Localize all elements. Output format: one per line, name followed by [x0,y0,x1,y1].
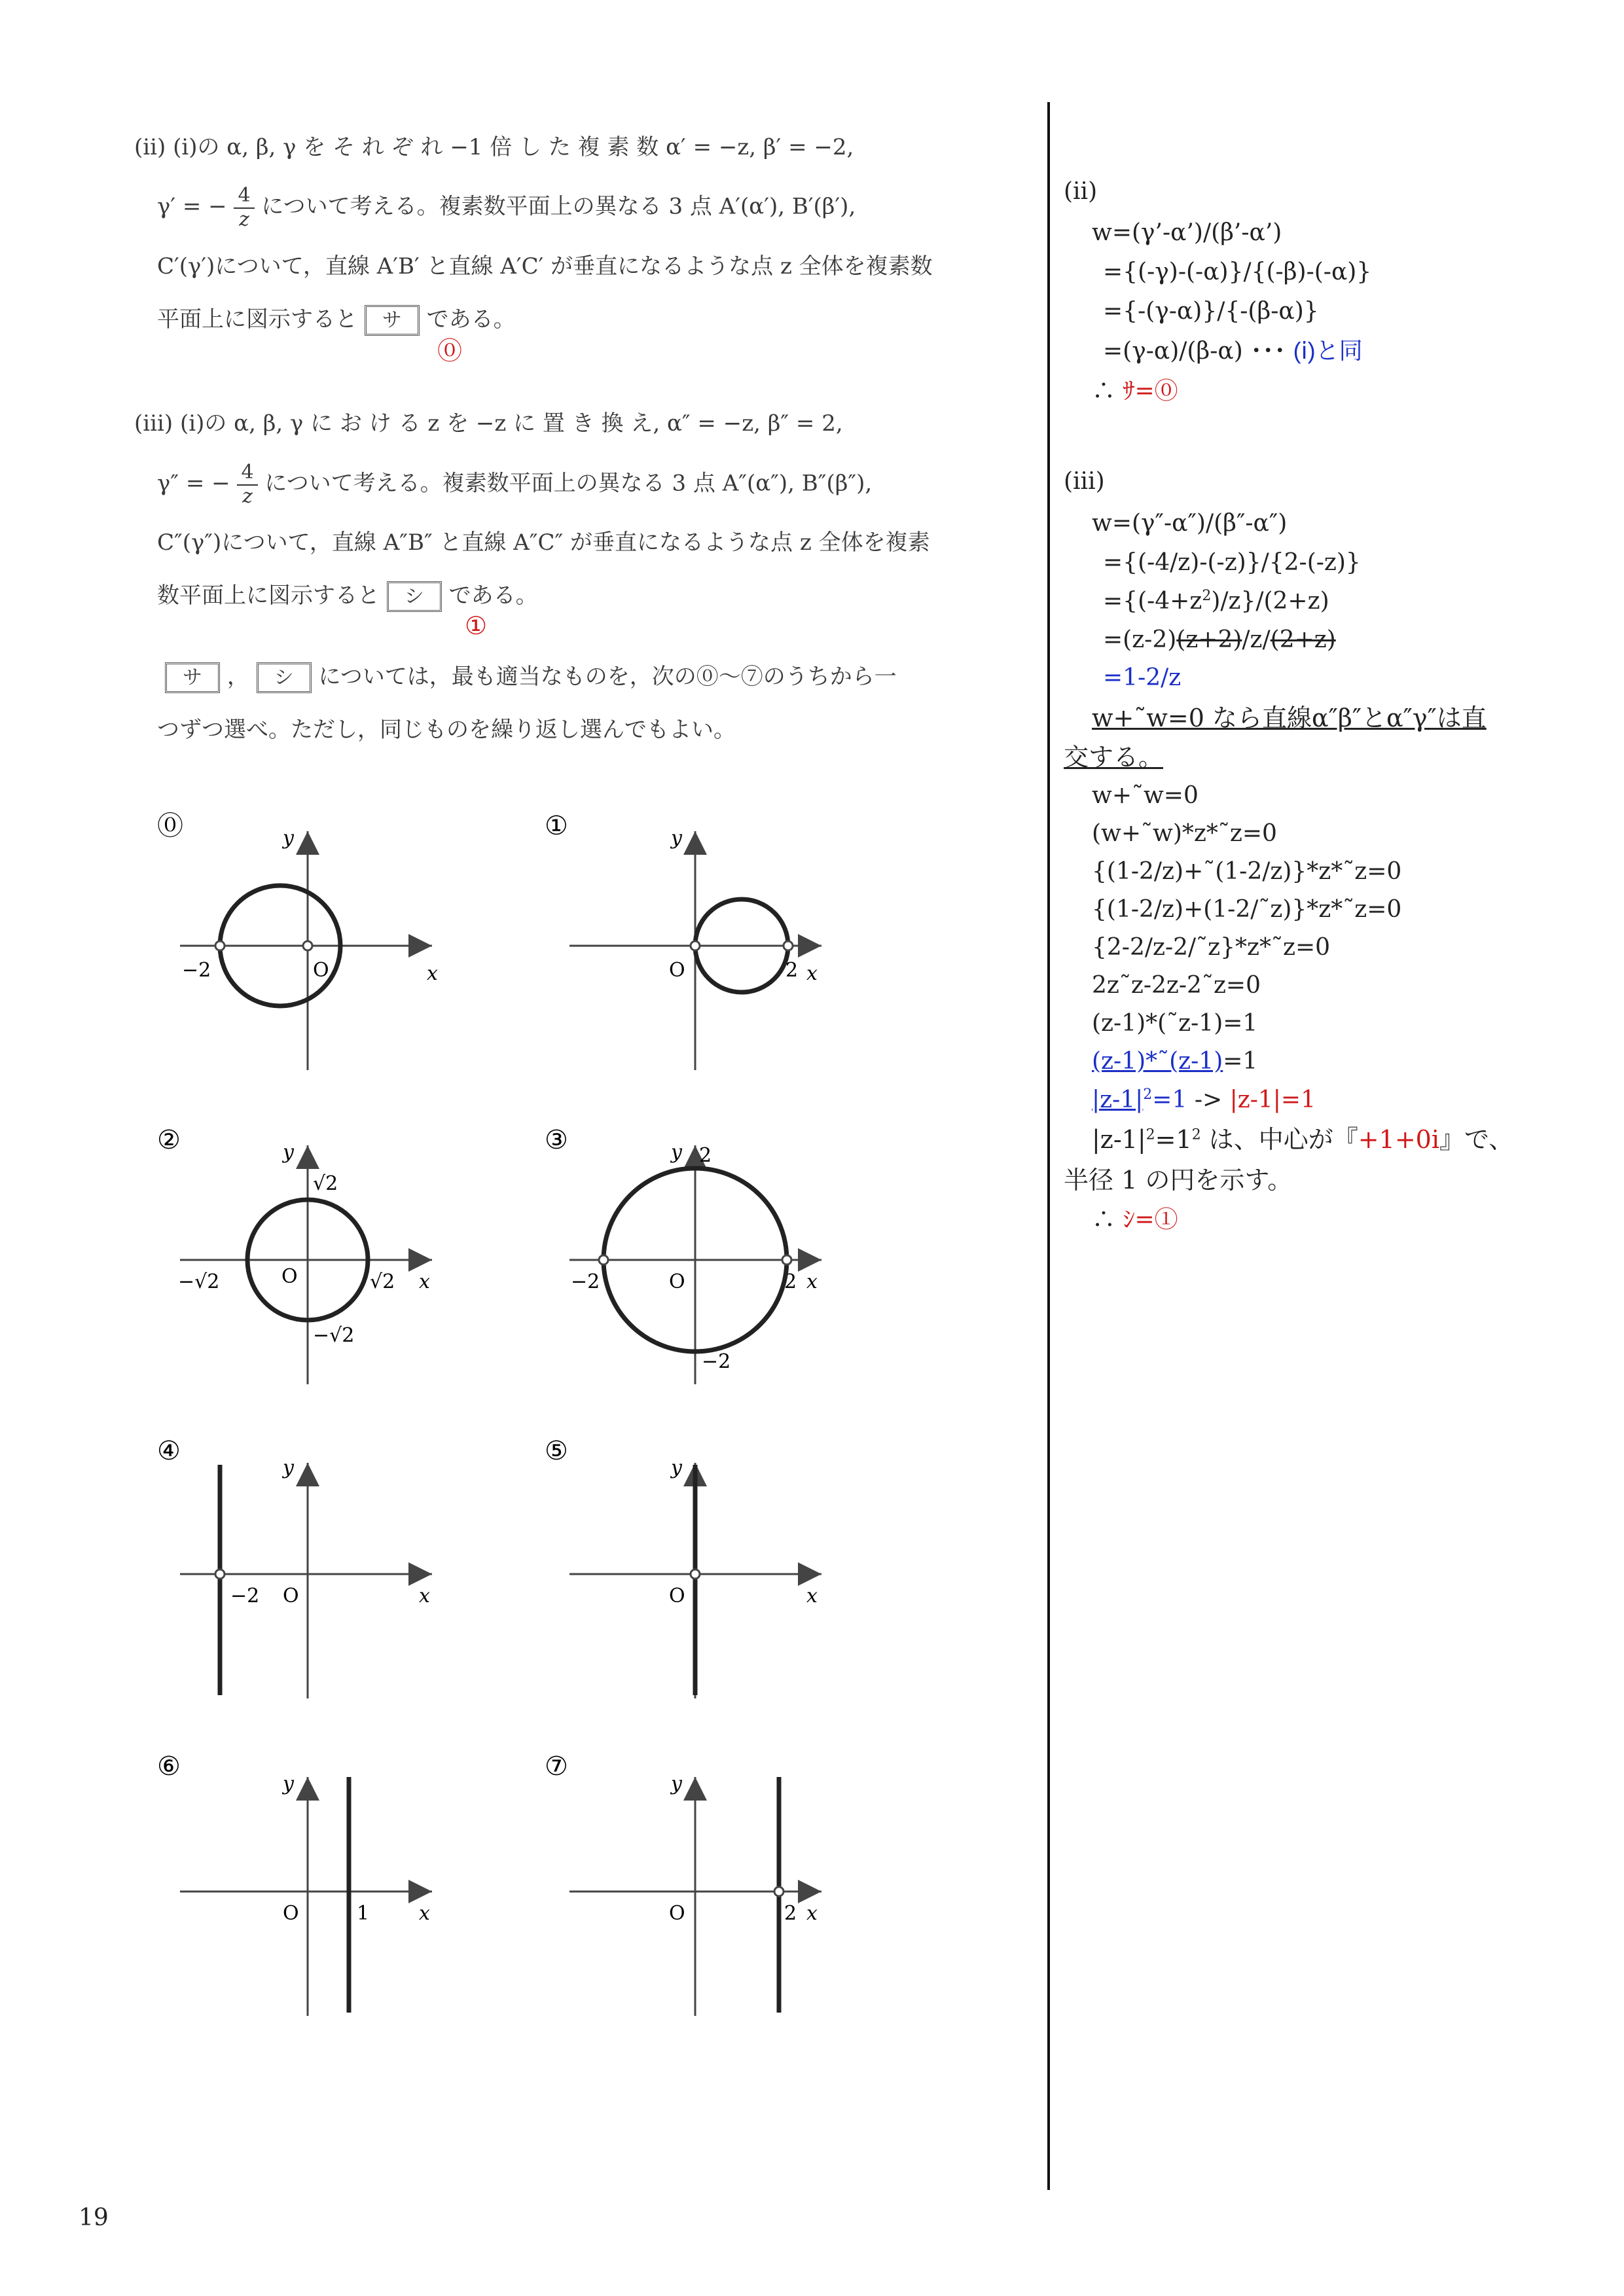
choice-box-shi: シ [257,662,312,693]
answer-mark-shi: ① [465,611,488,640]
answer-mark-sa: ⓪ [437,336,463,365]
graph-7-x-label: x [806,1902,818,1925]
graph-7-label-2: 2 [784,1902,797,1925]
instruction-line2: つずつ選べ。ただし，同じものを繰り返し選んでもよい。 [157,717,736,743]
center-text-end: 』で、 [1439,1125,1514,1154]
graph-3-y-label: y [671,1141,682,1164]
graph-6-y-label: y [283,1772,294,1795]
solution-iii-line16 [1092,1127,1513,1152]
graph-4 [157,1436,432,1698]
graph-5 [545,1436,821,1698]
problem-ii-line3: C′(γ′)について，直線 A′B′ と直線 A′C′ が垂直になるような点 z 全体を複素数 [157,253,933,279]
answer-box-sa: サ [365,305,420,336]
solution-iii-line17: 半径 1 の円を示す。 [1064,1166,1293,1194]
problem-iii-label: (iii) [134,410,173,437]
graph-5-number: ⑤ [545,1436,568,1466]
solution-iii-title: (ⅲ) [1064,468,1105,495]
solution-iii-line14b: =1 [1223,1048,1258,1075]
graph-6 [157,1751,432,2016]
problem-ii-label: (ii) [134,134,166,160]
graph-3-label-minus2-left: −2 [571,1270,600,1293]
graph-1-x-label: x [806,962,818,985]
graph-5-x-label: x [806,1585,818,1607]
graph-4-y-label: y [283,1456,294,1479]
solution-ii-line1: w=(γ’-α’)/(β’-α’) [1092,219,1282,246]
graph-0-open-point [303,941,312,950]
center-text: は、中心が『 [1208,1125,1358,1154]
graph-0-number: ⓪ [157,811,183,841]
solution-iii-line6b: 交する。 [1064,743,1164,772]
problem-iii-text1: (i)の α, β, γ に お け る z を −z に 置 き 換 え, α″ = −z, β″ = 2, [179,410,843,437]
gamma-prime-eq: γ′ = − [157,193,227,220]
solution-iii-line3b: )/z}/(2+z) [1211,588,1329,615]
page-number: 19 [79,2204,109,2231]
superscript-2: 2 [1202,588,1212,604]
graph-6-number: ⑥ [157,1751,181,1782]
graph-4-x-label: x [419,1585,430,1607]
graph-5-origin: O [669,1585,685,1607]
solution-iii-line10: {(1-2/z)+(1-2/˜z)}*z*˜z=0 [1092,896,1402,923]
solution-iii-line14 [1092,1050,1257,1073]
superscript-2: 2 [1143,1086,1153,1103]
graph-3-open-point [599,1255,608,1265]
graph-2-number: ② [157,1125,181,1155]
struck-term: (z+2) [1176,626,1242,653]
solution-iii-line3 [1103,589,1329,613]
solution-iii-line4a: =(z-2) [1103,626,1177,653]
graph-2 [157,1125,432,1384]
problem-ii-text1: (i)の α, β, γ を そ れ ぞ れ −1 倍 し た 複 素 数 α′ = −z, β′ = −2, [173,134,854,160]
solution-ii-line3: ={-(γ-α)}/{-(β-α)} [1103,298,1319,325]
graph-2-label-sqrt2-right: √2 [370,1270,395,1293]
solution-ii-line2: ={(-γ)-(-α)}/{(-β)-(-α)} [1103,259,1372,285]
equals-1: =1 [1155,1125,1192,1154]
problem-ii-text4: 平面上に図示すると [157,306,357,332]
solution-iii-line15 [1092,1088,1316,1112]
solution-iii-line6a: w+˜w=0 なら直線α″β″とα″γ″は直 [1092,704,1487,732]
graph-7 [545,1751,821,2016]
graph-1-origin: O [669,959,685,982]
graph-2-x-label: x [419,1270,430,1293]
graph-4-label-minus2: −2 [230,1585,260,1607]
graph-7-origin: O [669,1902,685,1925]
graph-7-number: ⑦ [545,1751,568,1782]
abs-z-minus-1-eq-1: |z-1|=1 [1229,1086,1316,1113]
solution-ii-answer: ｻ=⓪ [1123,378,1178,404]
struck-term: (2+z) [1270,626,1336,653]
solution-iii-line13: (z-1)*(˜z-1)=1 [1092,1010,1258,1037]
solution-iii-line2: ={(-4/z)-(-z)}/{2-(-z)} [1103,549,1361,576]
solution-iii-answer: ｼ=① [1123,1206,1178,1233]
problem-iii-text2: について考える。複素数平面上の異なる 3 点 A″(α″), B″(β″), [264,470,873,497]
superscript-2: 2 [1146,1126,1155,1143]
solution-ii-line4 [1103,339,1363,363]
solution-iii-line4 [1103,628,1336,652]
graph-6-label-1: 1 [357,1902,370,1925]
graph-1-open-point [784,941,793,950]
solution-ii-title: (ⅱ) [1064,178,1098,205]
graph-3-label-2-right: 2 [784,1270,797,1293]
graph-4-number: ④ [157,1436,181,1466]
graph-2-label-sqrt2-top: √2 [313,1172,338,1195]
solution-iii-line3a: ={(-4+z [1103,588,1202,615]
graph-7-open-point [774,1887,784,1896]
graph-0-origin: O [313,959,329,982]
graph-3-origin: O [669,1270,685,1293]
graph-7-y-label: y [671,1772,682,1795]
graph-3-x-label: x [806,1270,818,1293]
graph-3-number: ③ [545,1125,568,1155]
problem-ii-text2: について考える。複素数平面上の異なる 3 点 A′(α′), B′(β′), [261,193,856,220]
therefore-symbol: ∴ [1092,1206,1116,1233]
graph-3-open-point [782,1255,791,1265]
graph-3-label-2-top: 2 [699,1144,712,1167]
solution-iii-line14a: (z-1)*˜(z-1) [1092,1048,1223,1075]
fraction-numerator: 4 [234,185,254,209]
solution-iii-line8: (w+˜w)*z*˜z=0 [1092,820,1277,847]
superscript-2: 2 [1191,1126,1201,1143]
fraction-denominator: z [239,207,249,231]
graph-1-number: ① [545,811,568,841]
graph-3 [545,1125,821,1384]
therefore-symbol: ∴ [1092,378,1116,404]
fraction-denominator: z [242,484,253,508]
graph-6-x-label: x [419,1902,430,1925]
solution-iii-line7: w+˜w=0 [1092,782,1199,809]
instruction-text1: については，最も適当なものを，次の⓪〜⑦のうちから一 [318,664,897,690]
fraction-numerator: 4 [237,461,257,486]
graph-4-origin: O [283,1585,299,1607]
graph-5-open-point [691,1570,700,1579]
graph-4-open-point [215,1570,225,1579]
graph-1-y-label: y [671,827,682,850]
column-divider [1047,102,1050,2190]
solution-iii-line1: w=(γ″-α″)/(β″-α″) [1092,510,1288,537]
problem-iii-line3: C″(γ″)について，直線 A″B″ と直線 A″C″ が垂直になるような点 z 全体を複素 [157,529,930,556]
graph-1-open-point [691,941,700,950]
graph-1 [545,811,821,1070]
graph-2-label-minus-sqrt2-bottom: −√2 [313,1324,355,1347]
solution-ii-note: (ⅰ)と同 [1293,337,1363,364]
graph-2-label-minus-sqrt2-left: −√2 [178,1270,220,1293]
solution-iii-line12: 2z˜z-2z-2˜z=0 [1092,972,1261,999]
gamma-dprime-eq: γ″ = − [157,470,230,497]
graph-3-label-minus2-bottom: −2 [702,1350,731,1373]
center-value: +1+0i [1358,1125,1439,1154]
graph-6-origin: O [283,1902,299,1925]
problem-iii-text4: 数平面上に図示すると [157,583,380,609]
solution-ii-conclusion [1092,380,1178,403]
graph-0 [157,811,438,1070]
equals-1: =1 [1152,1086,1187,1113]
problem-ii-text4b: である。 [426,306,516,332]
solution-iii-line11: {2-2/z-2/˜z}*z*˜z=0 [1092,934,1331,961]
graph-0-x-label: x [427,962,438,985]
abs-z-minus-1: |z-1| [1092,1125,1146,1154]
choice-box-sa: サ [165,662,220,693]
graph-2-y-label: y [283,1141,294,1164]
solution-iii-line9: {(1-2/z)+˜(1-2/z)}*z*˜z=0 [1092,858,1402,885]
solution-iii-conclusion [1092,1208,1178,1232]
graph-2-origin: O [281,1265,298,1288]
graph-1-label-2: 2 [785,959,799,982]
graph-0-label-minus2: −2 [182,959,211,982]
graph-5-y-label: y [671,1456,682,1479]
graph-0-open-point [215,941,225,950]
solution-iii-line5: =1-2/z [1103,664,1182,691]
solution-ii-line4-text: =(γ-α)/(β-α) ･･･ [1103,338,1286,365]
answer-box-shi: シ [387,581,442,612]
problem-iii-text4b: である。 [448,583,538,609]
arrow: -> [1194,1086,1223,1113]
graph-0-y-label: y [283,827,294,850]
instruction-comma: ， [226,664,249,690]
solution-iii-line4b: /z/ [1242,626,1271,653]
abs-z-minus-1: |z-1| [1092,1086,1144,1113]
